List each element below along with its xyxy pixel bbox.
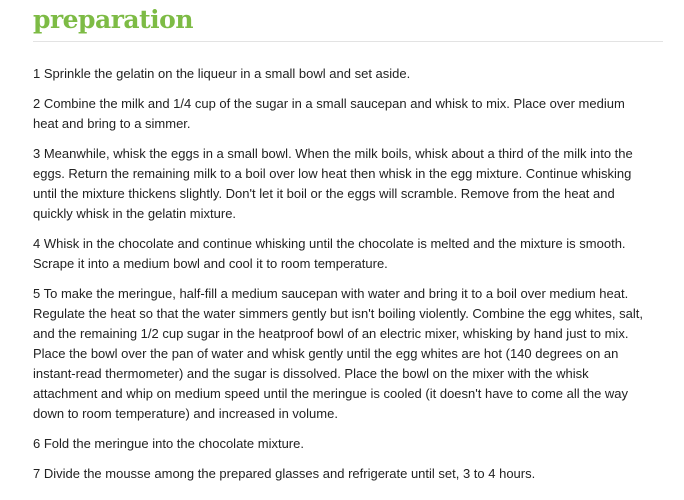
step-item: 6 Fold the meringue into the chocolate mixture. (33, 436, 304, 451)
heading-divider (33, 41, 663, 42)
step-item: 7 Divide the mousse among the prepared glasses and refrigerate until set, 3 to 4 hours. (33, 466, 536, 481)
step-item: 2 Combine the milk and 1/4 cup of the sugar in a small saucepan and whisk to mix. Place over medium heat and bring to a simmer. (33, 96, 625, 131)
section-heading: preparation (33, 5, 194, 34)
step-item: 5 To make the meringue, half-fill a medium saucepan with water and bring it to a boil over medium heat. Regulate the heat so that the water simmers gently but isn't boiling violently. Combine the egg whites, salt, and the remaining 1/2 cup sugar in the heatproof bowl of an electric mixer, whisking by hand just to mix. Place the bowl over the pan of water and whisk gently until the egg whites are hot (140 degrees on an instant-read thermometer) and the sugar is dissolved. Place the bowl on the mixer with the whisk attachment and whip on medium speed until the meringue is cooled (it doesn't have to come all the way down to room temperature) and increased in volume. (33, 286, 643, 421)
step-item: 4 Whisk in the chocolate and continue whisking until the chocolate is melted and the mixture is smooth. Scrape it into a medium bowl and cool it to room temperature. (33, 236, 626, 271)
preparation-steps-list (33, 64, 653, 484)
step-item: 1 Sprinkle the gelatin on the liqueur in a small bowl and set aside. (33, 66, 411, 81)
step-item: 3 Meanwhile, whisk the eggs in a small bowl. When the milk boils, whisk about a third of the milk into the eggs. Return the remaining milk to a boil over low heat then whisk in the egg mixture. Continue whisking until the mixture thickens slightly. Don't let it boil or the eggs will scramble. Remove from the heat and quickly whisk in the gelatin mixture. (33, 146, 633, 221)
